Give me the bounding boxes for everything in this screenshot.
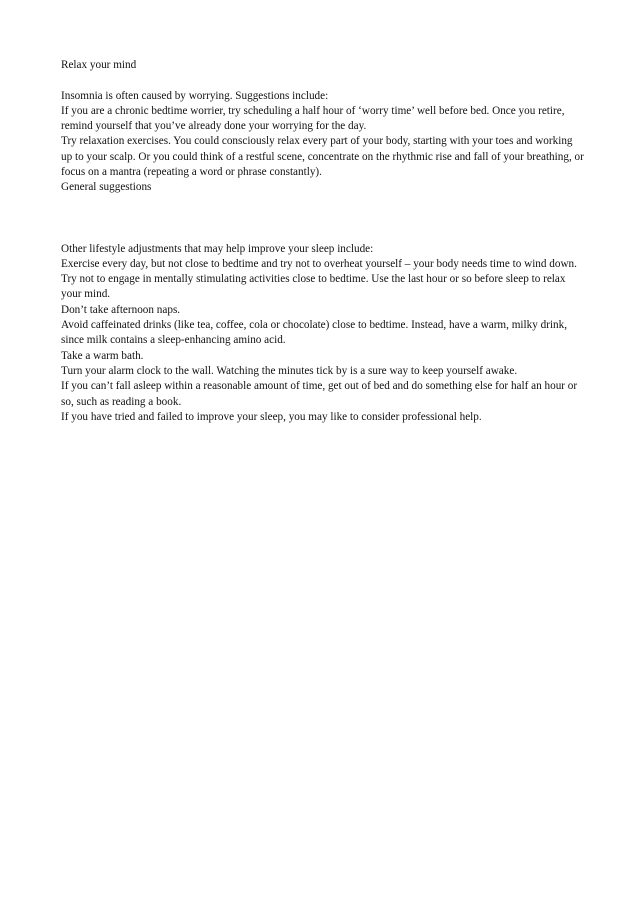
spacer [61,73,585,88]
paragraph: If you are a chronic bedtime worrier, try scheduling a half hour of ‘worry time’ well before bed. Once you retire, remind yourself that you’ve already done your worrying for the day. [61,104,565,133]
paragraph: Turn your alarm clock to the wall. Watching the minutes tick by is a sure way to keep yourself awake. [61,364,518,377]
document-page [61,58,585,425]
section-intro: Other lifestyle adjustments that may help improve your sleep include: [61,242,374,255]
paragraph: Avoid caffeinated drinks (like tea, coffee, cola or chocolate) close to bedtime. Instead, have a warm, milky drink, since milk contains a sleep-enhancing amino acid. [61,319,568,347]
section-intro: Insomnia is often caused by worrying. Suggestions include: [61,89,329,102]
paragraph: If you have tried and failed to improve your sleep, you may like to consider professional help. [61,410,482,423]
spacer [61,196,585,242]
paragraph: Exercise every day, but not close to bedtime and try not to overheat yourself – your body needs time to wind down. [61,257,577,270]
paragraph: Try relaxation exercises. You could consciously relax every part of your body, starting with your toes and working up to your scalp. Or you could think of a restful scene, concentrate on the rhythmic rise and fall of your breathing, or focus on a mantra (repeating a word or phrase constantly). [61,135,584,179]
paragraph: Try not to engage in mentally stimulating activities close to bedtime. Use the last hour or so before sleep to relax your mind. [61,273,566,301]
section-title: Relax your mind [61,59,137,71]
paragraph: If you can’t fall asleep within a reasonable amount of time, get out of bed and do something else for half an hour or so, such as reading a book. [61,380,578,408]
paragraph: Take a warm bath. [61,349,144,362]
subheading: General suggestions [61,181,152,194]
paragraph: Don’t take afternoon naps. [61,303,181,316]
